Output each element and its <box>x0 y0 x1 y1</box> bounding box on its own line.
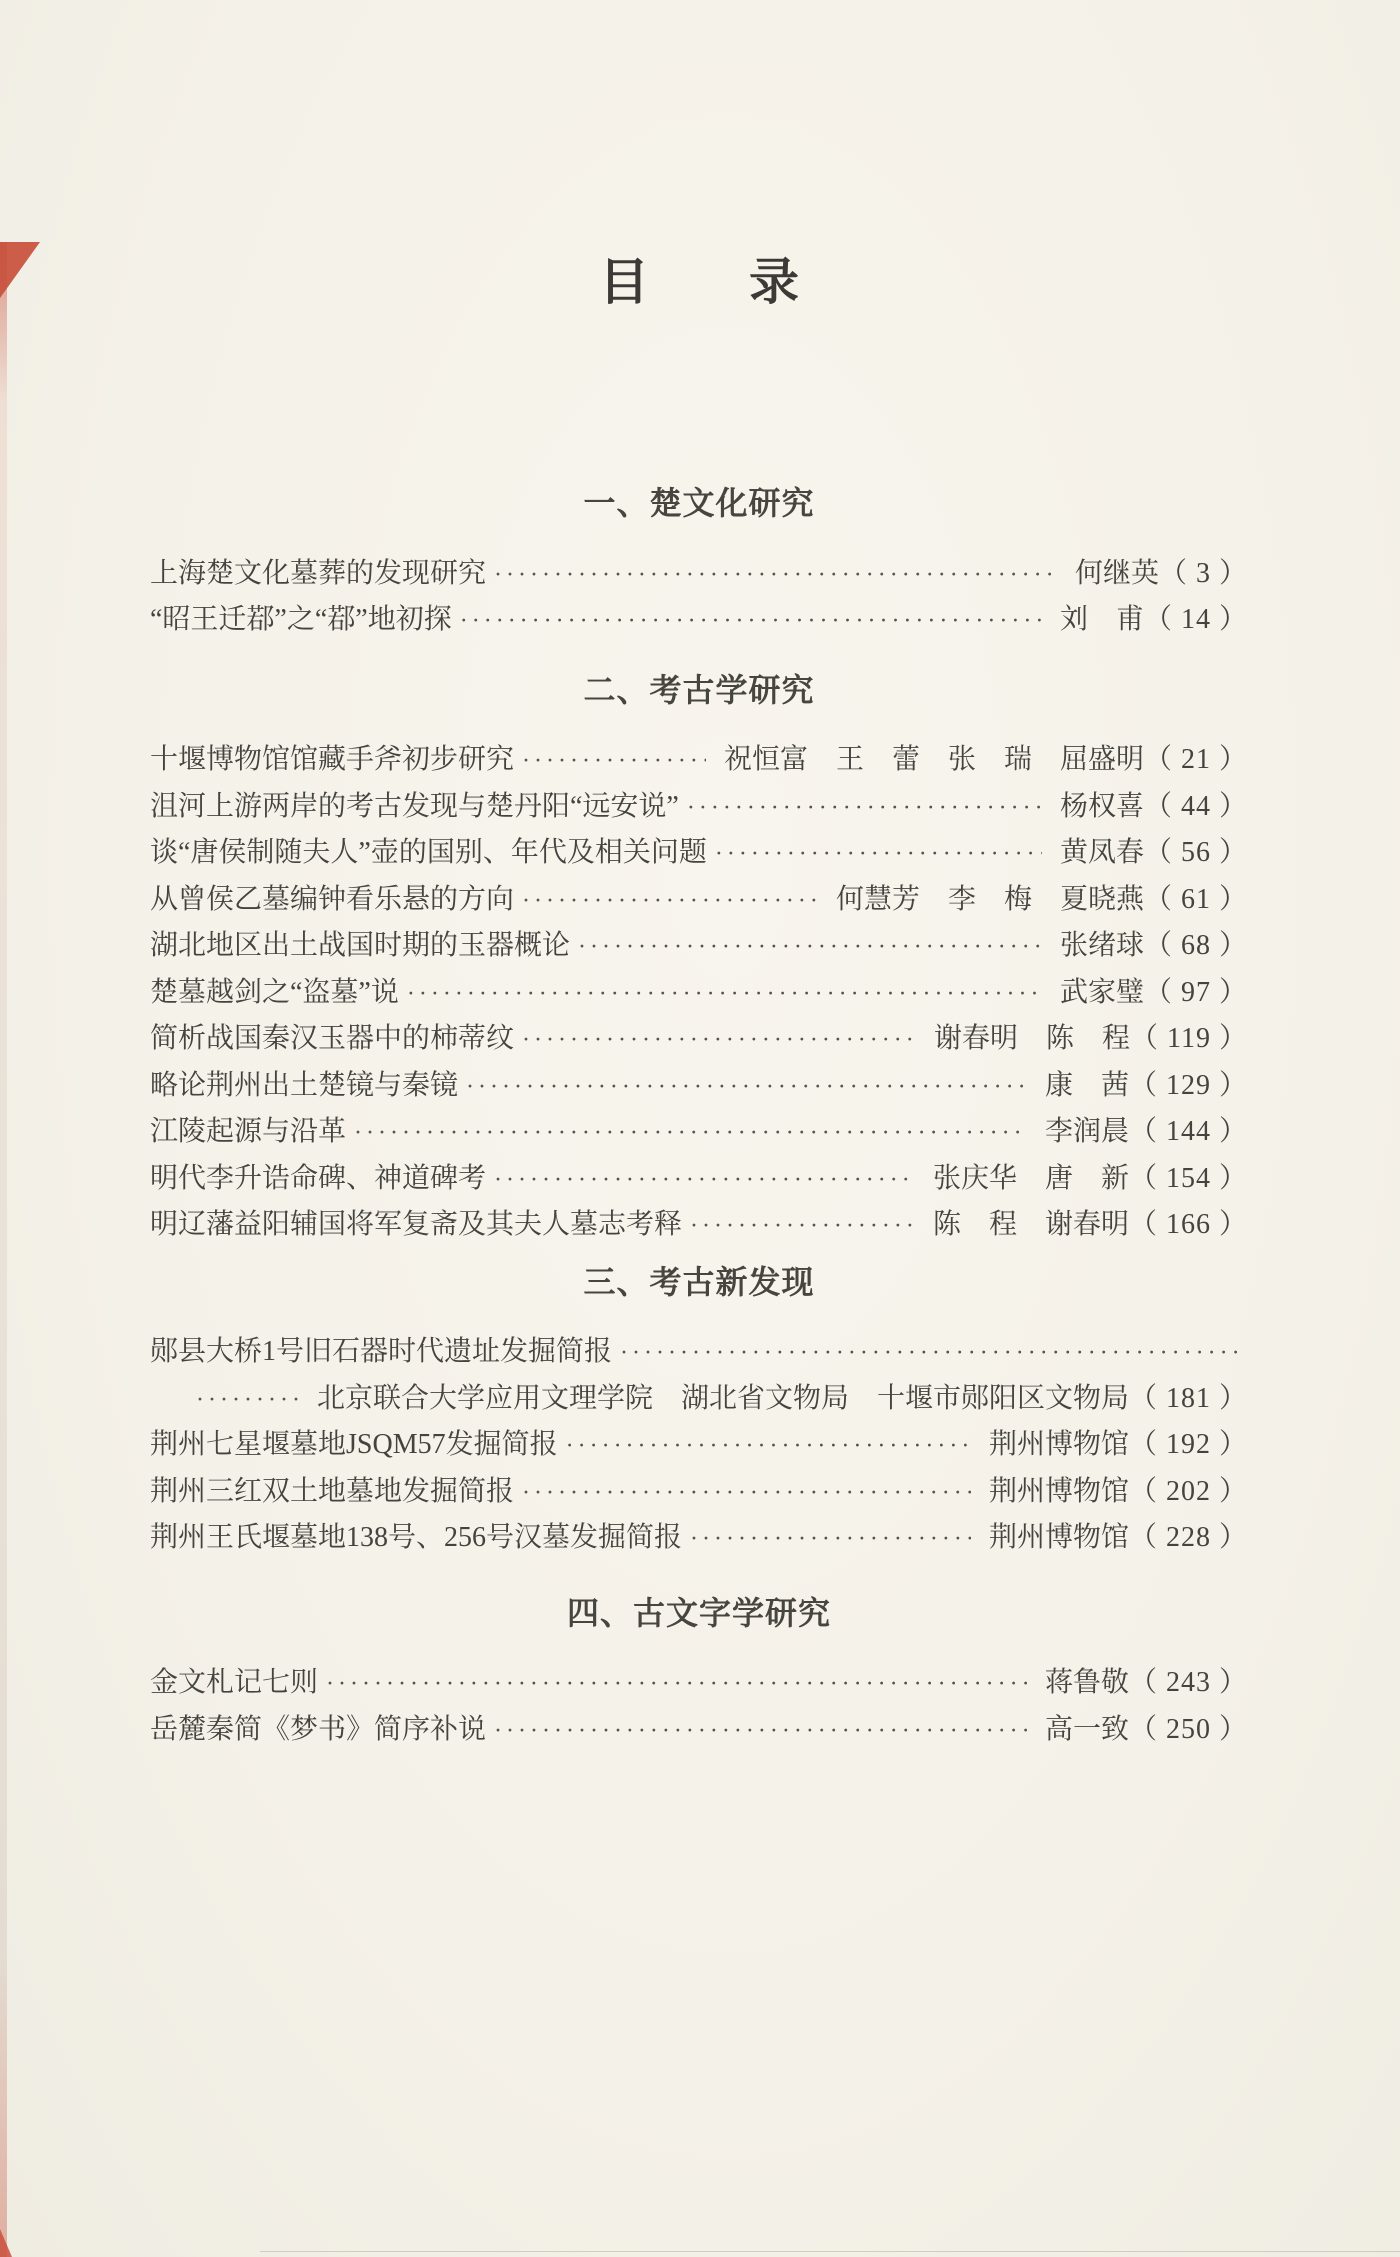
dot-leader <box>578 924 1042 971</box>
entry-authors: 荆州博物馆 <box>988 1522 1129 1554</box>
dot-leader <box>460 598 1042 645</box>
toc-entry <box>150 923 1248 970</box>
entry-title: 湖北地区出土战国时期的玉器概论 <box>150 930 571 962</box>
entry-page: （ 243 ） <box>1128 1667 1248 1699</box>
dot-leader <box>690 1516 971 1563</box>
dot-leader <box>354 1110 1027 1157</box>
entry-page: （ 250 ） <box>1128 1713 1248 1745</box>
entry-authors: 祝恒富 王 蕾 张 瑞 屈盛明 <box>723 744 1144 776</box>
entry-page: （ 56 ） <box>1143 837 1248 869</box>
dot-leader <box>494 552 1057 599</box>
toc-entry <box>150 1515 1248 1562</box>
entry-title: 谈“唐侯制随夫人”壶的国别、年代及相关问题 <box>150 837 707 869</box>
toc-entry <box>150 970 1248 1017</box>
entry-page: （ 192 ） <box>1128 1429 1248 1461</box>
toc-entry <box>150 1016 1248 1063</box>
entry-title: 荆州七星堰墓地JSQM57发掘简报 <box>150 1429 558 1461</box>
entry-page: （ 68 ） <box>1143 930 1248 962</box>
dot-leader <box>494 1708 1027 1755</box>
section-entries <box>150 1329 1248 1562</box>
entry-authors: 杨权喜 <box>1059 790 1144 822</box>
dot-leader <box>522 1017 916 1064</box>
page-title: 目 录 <box>599 254 799 310</box>
entry-authors: 荆州博物馆 <box>988 1429 1129 1461</box>
entry-page: （ 166 ） <box>1128 1209 1248 1241</box>
dot-leader <box>715 831 1042 878</box>
dot-leader <box>522 738 706 785</box>
section-heading-paleography: 四、古文字学研究 <box>566 1594 831 1631</box>
section-heading-archaeology: 二、考古学研究 <box>583 671 815 708</box>
toc-entry <box>150 1063 1248 1110</box>
entry-title: 荆州王氏堰墓地138号、256号汉墓发掘简报 <box>150 1522 683 1554</box>
entry-title: 荆州三红双土地墓地发掘简报 <box>150 1475 515 1507</box>
section-entries <box>150 737 1248 1249</box>
dot-leader <box>494 1157 915 1204</box>
entry-title: “昭王迁鄀”之“鄀”地初探 <box>150 604 452 636</box>
entry-page: （ 21 ） <box>1143 744 1248 776</box>
entry-title: 郧县大桥1号旧石器时代遗址发掘简报 <box>150 1336 613 1368</box>
toc-entry <box>150 1156 1248 1203</box>
toc-entry <box>150 1707 1248 1754</box>
section-heading-new-discoveries: 三、考古新发现 <box>583 1263 815 1300</box>
dot-leader <box>466 1064 1027 1111</box>
dot-leader <box>687 785 1042 832</box>
toc-entry-line1 <box>150 1329 1248 1376</box>
entry-title: 从曾侯乙墓编钟看乐悬的方向 <box>150 883 515 915</box>
entry-authors: 何慧芳 李 梅 夏晓燕 <box>835 883 1144 915</box>
entry-title: 岳麓秦简《梦书》简序补说 <box>150 1713 487 1745</box>
entry-title: 金文札记七则 <box>150 1667 319 1699</box>
entry-authors: 荆州博物馆 <box>988 1475 1129 1507</box>
entry-page: （ 14 ） <box>1143 604 1248 636</box>
dot-leader <box>522 1470 971 1517</box>
toc-entry <box>150 737 1248 784</box>
entry-title: 上海楚文化墓葬的发现研究 <box>150 557 487 589</box>
entry-page: （ 3 ） <box>1158 557 1248 589</box>
dot-leader <box>620 1330 1244 1377</box>
entry-authors: 李润晨 <box>1044 1116 1129 1148</box>
toc-entry <box>150 1422 1248 1469</box>
section-entries <box>150 1660 1248 1753</box>
entry-title: 明辽藩益阳辅国将军复斋及其夫人墓志考释 <box>150 1209 683 1241</box>
dot-leader <box>566 1423 971 1470</box>
entry-authors: 康 茜 <box>1044 1069 1129 1101</box>
toc-entry <box>150 597 1248 644</box>
left-edge-shading <box>0 242 7 2257</box>
entry-page: （ 144 ） <box>1128 1116 1248 1148</box>
toc-entry-line2 <box>150 1376 1248 1423</box>
toc-entry <box>150 1660 1248 1707</box>
entry-authors: 北京联合大学应用文理学院 湖北省文物局 十堰市郧阳区文物局 <box>316 1382 1129 1414</box>
entry-page: （ 129 ） <box>1128 1069 1248 1101</box>
toc-entry <box>150 784 1248 831</box>
scan-bottom-edge <box>260 2251 1400 2252</box>
dot-leader <box>690 1203 915 1250</box>
toc-page <box>150 242 1248 1753</box>
entry-page: （ 228 ） <box>1128 1522 1248 1554</box>
entry-page: （ 119 ） <box>1130 1023 1248 1055</box>
entry-authors: 蒋鲁敬 <box>1044 1667 1129 1699</box>
entry-authors: 武家璧 <box>1059 976 1144 1008</box>
entry-page: （ 154 ） <box>1128 1162 1248 1194</box>
entry-title: 略论荆州出土楚镜与秦镜 <box>150 1069 459 1101</box>
toc-entry <box>150 551 1248 598</box>
toc-entry <box>150 877 1248 924</box>
entry-authors: 黄凤春 <box>1059 837 1144 869</box>
toc-entry <box>150 1109 1248 1156</box>
entry-authors: 刘 甫 <box>1059 604 1144 636</box>
dot-leader <box>407 971 1042 1018</box>
entry-authors: 高一致 <box>1044 1713 1129 1745</box>
section-heading-chu-culture: 一、楚文化研究 <box>583 485 815 521</box>
section-entries <box>150 551 1248 644</box>
dot-leader <box>522 878 818 925</box>
dot-leader <box>196 1377 299 1424</box>
entry-title: 十堰博物馆馆藏手斧初步研究 <box>150 744 515 776</box>
entry-authors: 张庆华 唐 新 <box>932 1162 1129 1194</box>
entry-page: （ 97 ） <box>1143 976 1248 1008</box>
entry-page: （ 61 ） <box>1143 883 1248 915</box>
entry-title: 江陵起源与沿革 <box>150 1116 347 1148</box>
entry-title: 明代李升诰命碑、神道碑考 <box>150 1162 487 1194</box>
entry-page: （ 181 ） <box>1128 1382 1248 1414</box>
toc-entry <box>150 1202 1248 1249</box>
dot-leader <box>326 1661 1027 1708</box>
toc-entry <box>150 830 1248 877</box>
entry-title: 简析战国秦汉玉器中的柿蒂纹 <box>150 1023 515 1055</box>
toc-entry <box>150 1469 1248 1516</box>
entry-authors: 张绪球 <box>1059 930 1144 962</box>
entry-authors: 陈 程 谢春明 <box>932 1209 1129 1241</box>
entry-authors: 谢春明 陈 程 <box>934 1023 1131 1055</box>
entry-page: （ 202 ） <box>1128 1475 1248 1507</box>
entry-authors: 何继英 <box>1074 557 1159 589</box>
entry-page: （ 44 ） <box>1143 790 1248 822</box>
entry-title: 楚墓越剑之“盗墓”说 <box>150 976 399 1008</box>
entry-title: 沮河上游两岸的考古发现与楚丹阳“远安说” <box>150 790 679 822</box>
